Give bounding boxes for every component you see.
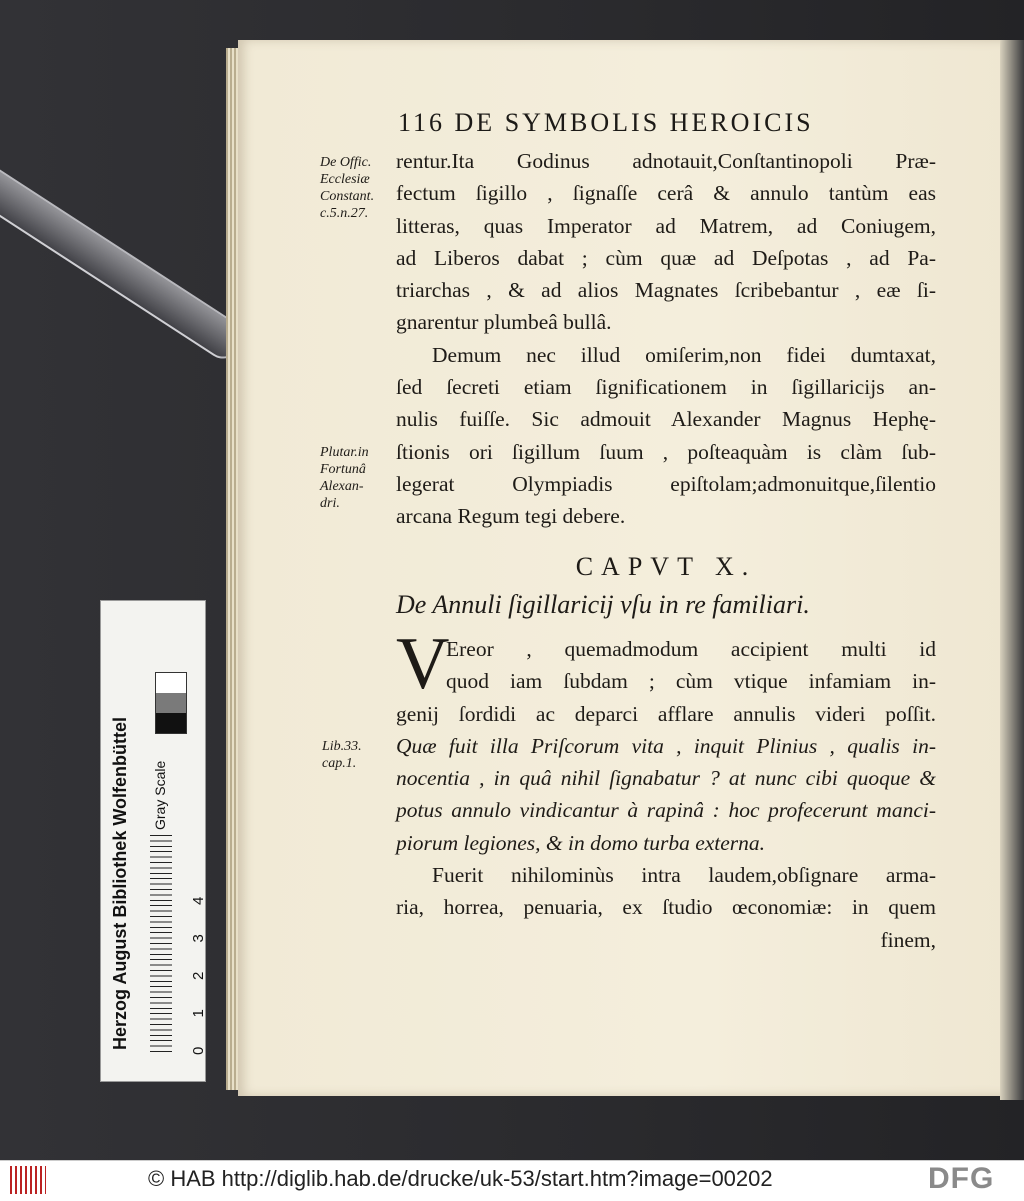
- margin-note-line: c.5.n.27.: [320, 206, 369, 221]
- text-line: ad Liberos dabat ; cùm quæ ad Deſpotas , ad Pa-: [396, 245, 936, 270]
- text-line: ſed ſecreti etiam ſignificationem in ſigillaricijs an-: [396, 375, 936, 400]
- text-block-2: [396, 623, 936, 956]
- margin-note-line: Ecclesiæ: [320, 172, 370, 187]
- text-line: ſtionis ori ſigillum ſuum , poſteaquàm is clàm ſub-: [396, 439, 936, 464]
- page-header: 116 DE SYMBOLIS HEROICIS: [398, 108, 814, 137]
- text-line: nocentia , in quâ nihil ſignabatur ? at nunc cibi quoque &: [396, 766, 936, 791]
- text-line: Demum nec illud omiſerim,non fidei dumtaxat,: [432, 342, 936, 367]
- margin-note-line: Plutar.in: [320, 445, 369, 460]
- ruler-numbers: 0 1 2 3 4: [190, 896, 207, 1055]
- gray-scale-label: Gray Scale: [152, 760, 168, 830]
- margin-note-line: Lib.33.: [322, 739, 362, 754]
- text-line: legerat Olympiadis epiſtolam;admonuitque,ſilentio: [396, 471, 936, 496]
- text-line: triarchas , & ad alios Magnates ſcribebantur , eæ ſi-: [396, 278, 936, 303]
- margin-note-line: Constant.: [320, 189, 375, 204]
- chapter-subtitle: De Annuli ſigillaricij vſu in re familiari.: [396, 590, 810, 619]
- text-line: ria, horrea, penuaria, ex ſtudio œconomiæ: in quem: [396, 895, 936, 920]
- text-line: arcana Regum tegi debere.: [396, 504, 626, 529]
- text-line: nulis fuiſſe. Sic admouit Alexander Magnus Hephę-: [396, 407, 936, 432]
- swatch-white: [156, 673, 186, 693]
- text-line: piorum legiones, & in domo turba externa.: [396, 830, 766, 855]
- dfg-logo: DFG: [928, 1162, 995, 1195]
- margin-note-2: [320, 444, 369, 512]
- margin-note-line: Fortunâ: [320, 462, 366, 477]
- page-right-edge: [1000, 40, 1024, 1100]
- swatch-black: [156, 713, 186, 733]
- text-line: fectum ſigillo , ſignaſſe cerâ & annulo tantùm eas: [396, 181, 936, 206]
- margin-note-line: Alexan-: [320, 479, 364, 494]
- text-line: Quæ fuit illa Priſcorum vita , inquit Plinius , qualis in-: [396, 733, 936, 758]
- text-line: gnarentur plumbeâ bullâ.: [396, 310, 612, 335]
- ruler-ticks: [150, 835, 172, 1055]
- margin-note-line: De Offic.: [320, 155, 372, 170]
- text-block-1: [396, 145, 936, 533]
- text-line: finem,: [880, 927, 936, 952]
- text-line: litteras, quas Imperator ad Matrem, ad Coniugem,: [396, 213, 936, 238]
- institution-label: Herzog August Bibliothek Wolfenbüttel: [110, 717, 130, 1050]
- margin-note-line: dri.: [320, 496, 340, 511]
- drop-cap: V: [396, 623, 450, 705]
- text-line: genij ſordidi ac deparci afflare annulis videri poſſit.: [396, 701, 936, 726]
- text-line: potus annulo vindicantur à rapinâ : hoc profecerunt manci-: [396, 798, 936, 823]
- margin-note-1: [320, 154, 374, 222]
- chapter-title: CAPVT X.: [575, 552, 757, 581]
- text-line: rentur.Ita Godinus adnotauit,Conſtantinopoli Præ-: [396, 149, 936, 173]
- text-line: Ereor , quemadmodum accipient multi id: [446, 637, 936, 661]
- margin-note-line: cap.1.: [322, 756, 357, 771]
- swatch-gray: [156, 693, 186, 713]
- hab-logo-icon: [10, 1166, 46, 1194]
- copyright-link[interactable]: © HAB http://diglib.hab.de/drucke/uk-53/start.htm?image=00202: [148, 1166, 773, 1191]
- text-line: quod iam ſubdam ; cùm vtique infamiam in-: [446, 669, 936, 694]
- margin-note-3: [322, 738, 362, 772]
- gray-swatches: [155, 672, 187, 734]
- text-line: Fuerit nihilominùs intra laudem,obſignare arma-: [432, 863, 936, 888]
